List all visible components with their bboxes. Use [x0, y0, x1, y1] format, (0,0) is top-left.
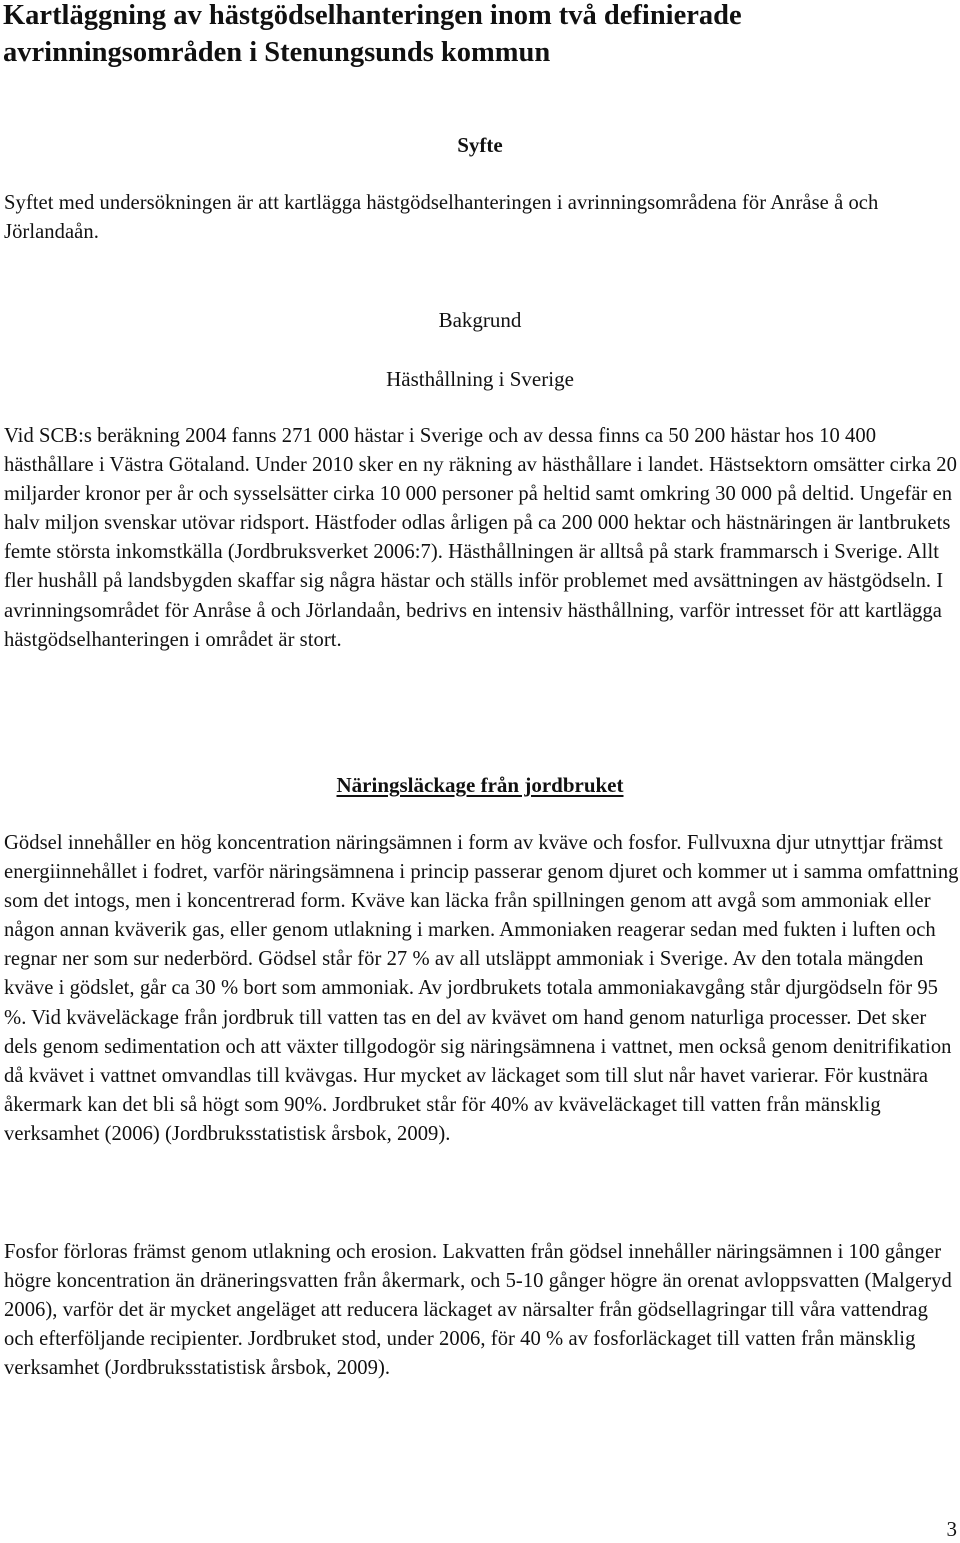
subheading-hasthallning: Hästhållning i Sverige [386, 367, 574, 391]
section-heading-bakgrund: Bakgrund [438, 308, 522, 332]
paragraph-kvave: Gödsel innehåller en hög koncentration näringsämnen i form av kväve och fosfor. Fullvuxna djur utnyttjar främst energiinnehållet i fodret, varför näringsämnena i princip passerar genom djuret och kommer ut i samma omfattning som det intogs, men i koncentrerad form. Kväve kan läcka från spillningen genom att avgå som ammoniak eller någon annan kväverik gas, eller genom utlakning i marken. Ammoniaken reagerar sedan med fukten i luften och regnar ner som sur nederbörd. Gödsel står för 27 % av all utsläppt ammoniak i Sverige. Av den totala mängden kväve i gödslet, går ca 30 % bort som ammoniak. Av jordbrukets totala ammoniakavgång står djurgödseln för 95 %. Vid kväveläckage från jordbruk till vatten tas en del av kvävet om hand genom naturliga processer. Det sker dels genom sedimentation och att växter tillgodogör sig näringsämnena i vattnet, men också genom denitrifikation då kvävet i vattnet omvandlas till kvävgas. Hur mycket av läckaget som till slut når havet varierar. För kustnära åkermark kan det bli så högt som 90%. Jordbruket står för 40% av kväveläckaget till vatten från mänsklig verksamhet (2006) (Jordbruksstatistisk årsbok, 2009). [4, 832, 959, 1145]
section-heading-syfte: Syfte [457, 133, 503, 157]
document-title: Kartläggning av hästgödselhanteringen inom två definierade avrinningsområden i Stenungsunds kommun [3, 0, 742, 68]
paragraph-fosfor: Fosfor förloras främst genom utlakning och erosion. Lakvatten från gödsel innehåller näringsämnen i 100 gånger högre koncentration än dräneringsvatten från åkermark, och 5-10 gånger högre än orenat avloppsvatten (Malgeryd 2006), varför det är mycket angeläget att reducera läckaget av närsalter från gödsellagringar till våra vattendrag och efterföljande recipienter. Jordbruket stod, under 2006, för 40 % av fosforläckaget till vatten från mänsklig verksamhet (Jordbruksstatistisk årsbok, 2009). [4, 1241, 952, 1380]
section-heading-naringslackage: Näringsläckage från jordbruket [336, 773, 624, 797]
paragraph-bakgrund: Vid SCB:s beräkning 2004 fanns 271 000 hästar i Sverige och av dessa finns ca 50 200 hästar hos 10 400 hästhållare i Västra Götaland. Under 2010 sker en ny räkning av hästhållare i landet. Hästsektorn omsätter cirka 20 miljarder kronor per år och sysselsätter cirka 10 000 personer på heltid samt omkring 30 000 på deltid. Ungefär en halv miljon svenskar utövar ridsport. Hästfoder odlas årligen på ca 200 000 hektar och hästnäringen är lantbrukets femte största inkomstkälla (Jordbruksverket 2006:7). Hästhållningen är alltså på stark frammarsch i Sverige. Allt fler hushåll på landsbygden skaffar sig några hästar och ställs inför problemet med avsättningen av hästgödseln. I avrinningsområdet för Anråse å och Jörlandaån, bedrivs en intensiv hästhållning, varför intresset för att kartlägga hästgödselhanteringen i området är stort. [4, 425, 957, 651]
page-number: 3 [946, 1517, 957, 1541]
paragraph-syfte: Syftet med undersökningen är att kartlägga hästgödselhanteringen i avrinningsområdena för Anråse å och Jörlandaån. [4, 192, 879, 244]
